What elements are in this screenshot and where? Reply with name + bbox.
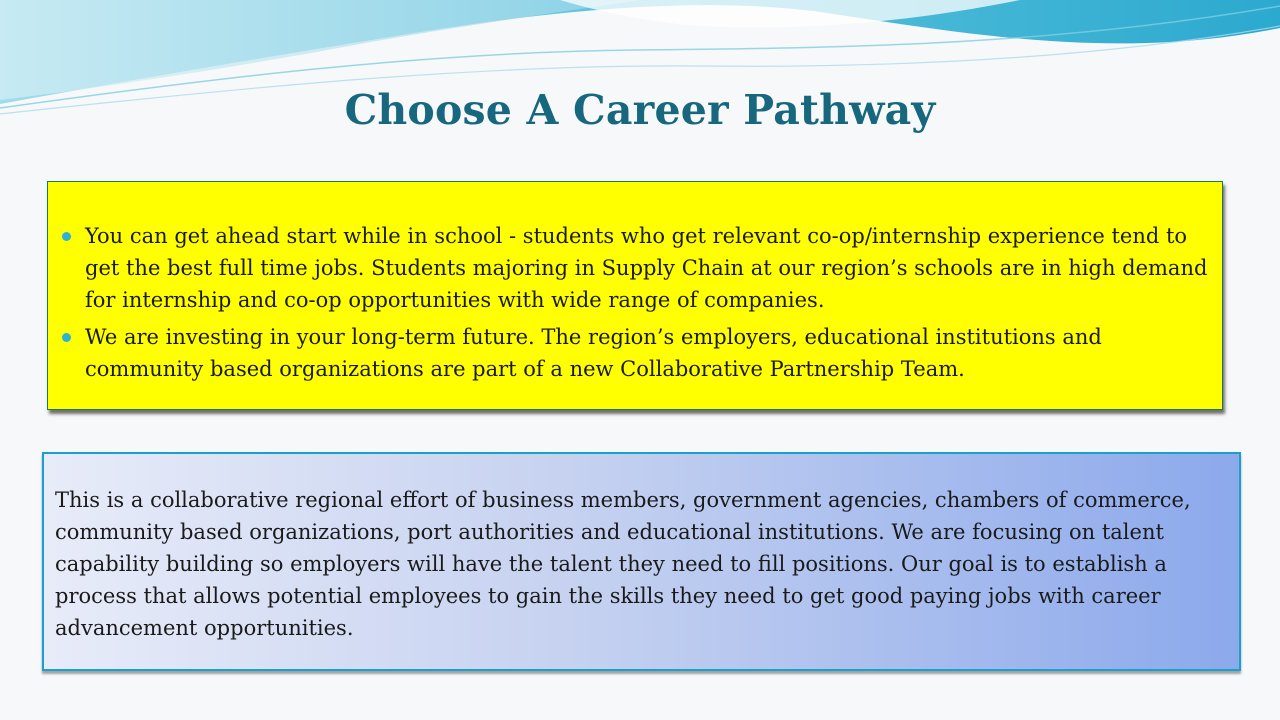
bullet-text: We are investing in your long-term future. The region’s employers, educational institutions and community based organizations are part of a new Collaborative Partnership Team. [85,325,1102,381]
bullet-icon [62,232,71,241]
list-item [48,220,1224,316]
info-panel [42,452,1241,671]
info-paragraph [55,484,1225,644]
list-item [48,321,1224,385]
bullet-text: You can get ahead start while in school - students who get relevant co-op/internship experience tend to get the best full time jobs. Students majoring in Supply Chain at our region’s schools are in high demand for internship and co-op opportunities with wide range of companies. [85,224,1208,312]
bullet-icon [62,333,71,342]
bullet-list [48,220,1224,390]
info-paragraph-text: This is a collaborative regional effort of business members, government agencies, chambers of commerce, community based organizations, port authorities and educational institutions. We are focusing on talent capability building so employers will have the talent they need to fill positions. Our goal is to establish a process that allows potential employees to gain the skills they need to get good paying jobs with career advancement opportunities. [55,488,1191,640]
page-title: Choose A Career Pathway [344,86,936,134]
info-paragraph-trailing: . [353,616,361,640]
highlight-box [47,181,1223,410]
